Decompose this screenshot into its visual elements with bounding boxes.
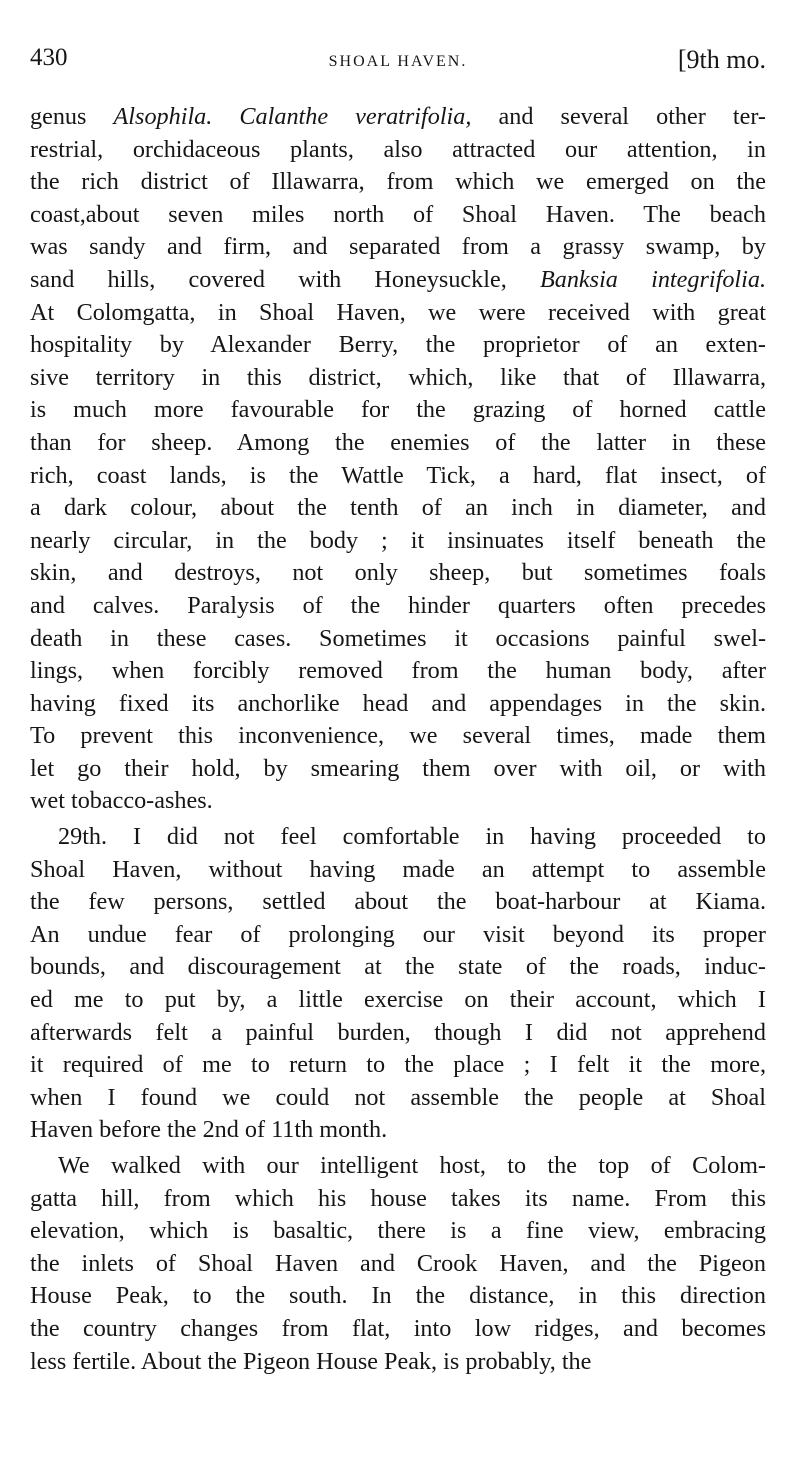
text-run: afterwards felt a painful burden, though I did not apprehend bbox=[30, 1018, 766, 1046]
text-run: a dark colour, about the tenth of an inch in diameter, and bbox=[30, 494, 766, 522]
text-run: skin, and destroys, not only sheep, but sometimes foals bbox=[30, 559, 766, 587]
text-run: and several other ter- bbox=[471, 103, 766, 130]
text-line bbox=[30, 886, 766, 919]
text-line bbox=[30, 101, 766, 134]
text-line bbox=[30, 329, 766, 362]
text-line bbox=[30, 1346, 766, 1379]
text-run: is much more favourable for the grazing of horned cattle bbox=[30, 396, 766, 424]
text-line bbox=[30, 753, 766, 786]
text-line bbox=[30, 297, 766, 330]
text-run: bounds, and discouragement at the state of the roads, induc- bbox=[30, 953, 766, 981]
text-line bbox=[30, 231, 766, 264]
text-line bbox=[30, 919, 766, 952]
running-head bbox=[30, 40, 766, 80]
italic-text: Alsophila. bbox=[113, 103, 213, 130]
text-line bbox=[30, 394, 766, 427]
text-run: the inlets of Shoal Haven and Crook Haven, and the Pigeon bbox=[30, 1249, 766, 1277]
text-line bbox=[30, 1017, 766, 1050]
text-line bbox=[30, 821, 766, 854]
text-run: Haven before the 2nd of 11th month. bbox=[30, 1116, 388, 1144]
text-run: hospitality by Alexander Berry, the proprietor of an exten- bbox=[30, 331, 766, 359]
text-run: ed me to put by, a little exercise on their account, which I bbox=[30, 986, 766, 1014]
text-run: the few persons, settled about the boat-harbour at Kiama. bbox=[30, 888, 766, 916]
text-run: At Colomgatta, in Shoal Haven, we were received with great bbox=[30, 298, 766, 326]
paragraph bbox=[30, 101, 766, 818]
text-run: death in these cases. Sometimes it occasions painful swel- bbox=[30, 624, 766, 652]
text-run: lings, when forcibly removed from the human body, after bbox=[30, 657, 766, 685]
text-run: sand hills, covered with Honeysuckle, bbox=[30, 265, 540, 293]
text-line bbox=[30, 166, 766, 199]
text-run: To prevent this inconvenience, we several times, made them bbox=[30, 722, 766, 750]
text-line bbox=[30, 1114, 766, 1147]
text-line bbox=[30, 1049, 766, 1082]
text-line bbox=[30, 720, 766, 753]
text-line bbox=[30, 1150, 766, 1183]
text-run: than for sheep. Among the enemies of the latter in these bbox=[30, 428, 766, 456]
text-run: We walked with our intelligent host, to the top of Colom- bbox=[58, 1152, 766, 1179]
text-line bbox=[30, 688, 766, 721]
paragraph bbox=[30, 821, 766, 1147]
text-run: House Peak, to the south. In the distance, in this direction bbox=[30, 1282, 766, 1310]
italic-text: Calanthe veratrifolia, bbox=[239, 103, 472, 130]
text-line bbox=[30, 1183, 766, 1216]
text-line bbox=[30, 492, 766, 525]
text-run: wet tobacco-ashes. bbox=[30, 787, 213, 815]
text-line bbox=[30, 525, 766, 558]
text-run: the country changes from flat, into low ridges, and becomes bbox=[30, 1314, 766, 1342]
text-line bbox=[30, 655, 766, 688]
page-number: 430 bbox=[30, 44, 68, 71]
text-line bbox=[30, 557, 766, 590]
running-date: [9th mo. bbox=[677, 45, 766, 74]
text-run: genus bbox=[30, 103, 114, 130]
text-line bbox=[30, 623, 766, 656]
text-run: having fixed its anchorlike head and appendages in the skin. bbox=[30, 689, 766, 717]
text-run: rich, coast lands, is the Wattle Tick, a hard, flat insect, of bbox=[30, 461, 766, 489]
paragraph bbox=[30, 1150, 766, 1378]
text-line bbox=[30, 785, 766, 818]
text-line bbox=[30, 1313, 766, 1346]
text-line bbox=[30, 199, 766, 232]
text-line bbox=[30, 1280, 766, 1313]
text-run: An undue fear of prolonging our visit beyond its proper bbox=[30, 920, 766, 948]
text-line bbox=[30, 134, 766, 167]
text-line bbox=[30, 984, 766, 1017]
text-run: and calves. Paralysis of the hinder quarters often precedes bbox=[30, 591, 766, 619]
text-line bbox=[30, 460, 766, 493]
text-run: gatta hill, from which his house takes its name. From this bbox=[30, 1184, 766, 1212]
text-line bbox=[30, 1082, 766, 1115]
text-run: elevation, which is basaltic, there is a fine view, embracing bbox=[30, 1217, 766, 1245]
body-text bbox=[30, 101, 766, 1378]
text-run: Shoal Haven, without having made an attempt to assemble bbox=[30, 855, 766, 883]
text-line bbox=[30, 590, 766, 623]
text-line bbox=[30, 427, 766, 460]
text-run: let go their hold, by smearing them over with oil, or with bbox=[30, 754, 766, 782]
text-line bbox=[30, 854, 766, 887]
text-line bbox=[30, 362, 766, 395]
text-run: was sandy and firm, and separated from a grassy swamp, by bbox=[30, 233, 766, 261]
text-run: less fertile. About the Pigeon House Peak, is probably, the bbox=[30, 1347, 592, 1375]
text-run: nearly circular, in the body ; it insinuates itself beneath the bbox=[30, 526, 766, 554]
text-run: the rich district of Illawarra, from which we emerged on the bbox=[30, 168, 766, 196]
text-line bbox=[30, 264, 766, 297]
text-run: coast,about seven miles north of Shoal Haven. The beach bbox=[30, 200, 766, 228]
text-line bbox=[30, 1248, 766, 1281]
text-run: 29th. I did not feel comfortable in having proceeded to bbox=[58, 823, 766, 851]
text-line bbox=[30, 951, 766, 984]
italic-text: Banksia integrifolia. bbox=[539, 265, 766, 293]
text-line bbox=[30, 1215, 766, 1248]
text-run: sive territory in this district, which, like that of Illawarra, bbox=[30, 363, 766, 391]
text-run bbox=[212, 103, 239, 130]
running-title: SHOAL HAVEN. bbox=[328, 53, 468, 70]
text-run: when I found we could not assemble the people at Shoal bbox=[30, 1083, 766, 1111]
text-run: it required of me to return to the place ; I felt it the more, bbox=[30, 1051, 766, 1079]
text-run: restrial, orchidaceous plants, also attracted our attention, in bbox=[30, 135, 766, 163]
